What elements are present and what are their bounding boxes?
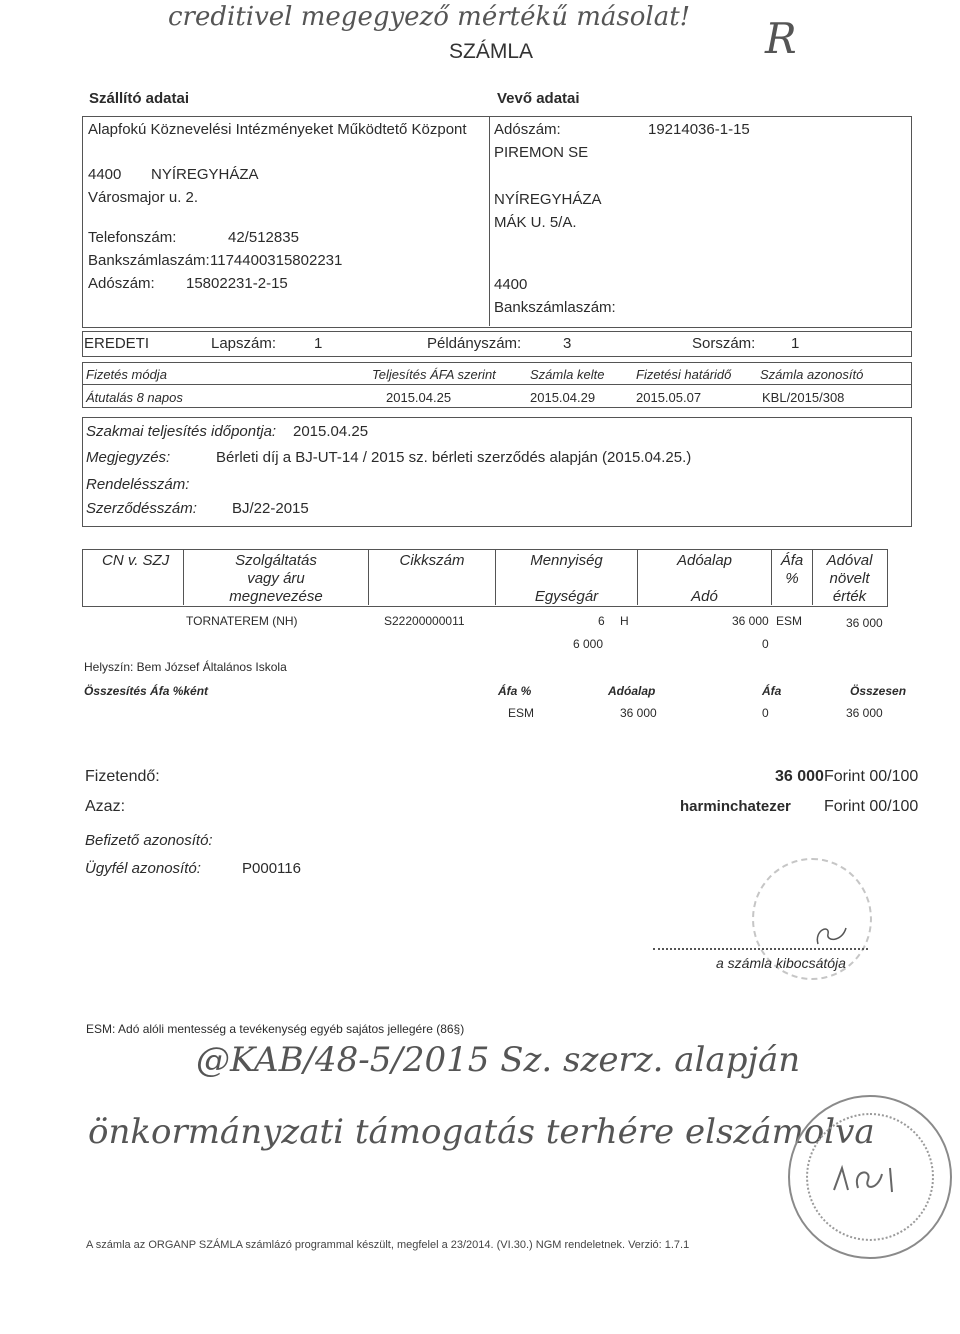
words-label: Azaz: — [85, 798, 126, 815]
issue-date: 2015.04.29 — [530, 390, 596, 405]
handwritten-reference: @KAB/48-5/2015 Sz. szerz. alapján — [196, 1040, 801, 1080]
seller-tax-label: Adószám: — [88, 275, 155, 292]
signature-mark — [812, 920, 852, 950]
summary-vat-header: Áfa % — [498, 684, 532, 698]
buyer-name: PIREMON SE — [494, 144, 589, 161]
col-gross-1: Adóval — [826, 552, 873, 569]
footer-note: A számla az ORGANP SZÁMLA számlázó programmal készült, megfelel a 23/2014. (VI.30.) NGM rendeletnek. Verzió: 1.7.1 — [86, 1239, 690, 1251]
payment-divider — [82, 384, 912, 385]
seller-name: Alapfokú Köznevelési Intézményeket Működtető Központ — [88, 121, 467, 138]
buyer-tax: 19214036-1-15 — [648, 121, 750, 138]
original-label: EREDETI — [84, 335, 150, 352]
client-id: P000116 — [242, 860, 301, 877]
remark: Bérleti díj a BJ-UT-14 / 2015 sz. bérleti szerződés alapján (2015.04.25.) — [216, 449, 692, 466]
prof-date-label: Szakmai teljesítés időpontja: — [86, 423, 277, 440]
payable-amount: 36 000 — [775, 768, 824, 785]
buyer-heading: Vevő adatai — [497, 90, 580, 107]
seller-zip: 4400 — [88, 166, 122, 183]
invoice-id-header: Számla azonosító — [760, 367, 864, 382]
col-vat-2: % — [785, 570, 799, 587]
buyer-zip: 4400 — [494, 276, 528, 293]
fulfil-date: 2015.04.25 — [386, 390, 452, 405]
copies-label: Példányszám: — [427, 335, 522, 352]
summary-vat: ESM — [508, 706, 535, 720]
item-location: Helyszín: Bem József Általános Iskola — [84, 660, 287, 674]
col-qty: Mennyiség — [530, 552, 603, 569]
amount-in-words: harminchatezer — [680, 798, 791, 815]
summary-total-header: Összesen — [850, 684, 907, 698]
serial-number: 1 — [791, 335, 800, 352]
seller-bank-label: Bankszámlaszám: — [88, 252, 210, 269]
buyer-city: NYÍREGYHÁZA — [494, 191, 602, 208]
due-date: 2015.05.07 — [636, 390, 702, 405]
item-tax: 0 — [762, 637, 769, 651]
vat-footnote: ESM: Adó alóli mentesség a tevékenység egyéb sajátos jellegére (86§) — [86, 1022, 465, 1036]
remark-label: Megjegyzés: — [86, 449, 171, 466]
fulfil-date-header: Teljesítés ÁFA szerint — [372, 367, 496, 382]
serial-label: Sorszám: — [692, 335, 756, 352]
payable-currency: Forint 00/100 — [824, 768, 919, 785]
copies-number: 3 — [563, 335, 572, 352]
contract-label: Szerződésszám: — [86, 500, 197, 517]
col-unit-price: Egységár — [534, 588, 599, 605]
page-number: 1 — [314, 335, 323, 352]
order-label: Rendelésszám: — [86, 476, 190, 493]
item-qty: 6 — [598, 614, 605, 628]
issue-date-header: Számla kelte — [530, 367, 605, 382]
seller-heading: Szállító adatai — [89, 90, 190, 107]
document-title: SZÁMLA — [449, 40, 534, 63]
seller-bank: 117440031580223​1 — [210, 252, 343, 269]
client-id-label: Ügyfél azonosító: — [85, 860, 201, 877]
signature-label: a számla kibocsátója — [716, 955, 846, 971]
handwritten-initial: R — [765, 14, 797, 63]
item-number: S22200000011 — [384, 614, 465, 628]
item-base: 36 000 — [732, 614, 769, 628]
col-gross-2: növelt — [829, 570, 870, 587]
buyer-bank-label: Bankszámlaszám: — [494, 299, 616, 316]
col-service-2: vagy áru — [247, 570, 305, 587]
col-vat-1: Áfa — [780, 552, 804, 569]
seller-street: Városmajor u. 2. — [88, 189, 199, 206]
handwritten-certification: creditivel megegyező mértékű másolat! — [168, 2, 691, 32]
summary-tax: 0 — [762, 706, 769, 720]
page-label: Lapszám: — [211, 335, 277, 352]
payment-method-header: Fizetés módja — [86, 367, 167, 382]
col-service-1: Szolgáltatás — [235, 552, 317, 569]
payment-method: Átutalás 8 napos — [86, 390, 183, 405]
buyer-tax-label: Adószám: — [494, 121, 561, 138]
item-vat: ESM — [776, 614, 803, 628]
col-gross-3: érték — [832, 588, 867, 605]
seller-phone: 42/512835 — [228, 229, 299, 246]
party-divider — [489, 116, 490, 326]
col-item-no: Cikkszám — [399, 552, 465, 569]
summary-total: 36 000 — [846, 706, 883, 720]
summary-tax-header: Áfa — [762, 684, 782, 698]
seller-city: NYÍREGYHÁZA — [151, 166, 259, 183]
col-tax: Adó — [691, 588, 718, 605]
col-base: Adóalap — [676, 552, 733, 569]
col-service-3: megnevezése — [229, 588, 323, 605]
invoice-id: KBL/2015/308 — [762, 390, 845, 405]
stamp-initials — [828, 1160, 908, 1200]
item-unit-price: 6 000 — [573, 637, 604, 651]
item-gross: 36 000 — [846, 616, 883, 630]
seller-tax: 15802231-2-15 — [186, 275, 288, 292]
signature-line — [653, 948, 868, 950]
prof-date: 2015.04.25 — [293, 423, 369, 440]
handwritten-approval: önkormányzati támogatás terhére elszámolva — [88, 1112, 875, 1152]
words-currency: Forint 00/100 — [824, 798, 919, 815]
due-date-header: Fizetési határidő — [636, 367, 732, 382]
item-unit: H — [620, 614, 629, 628]
buyer-street: MÁK U. 5/A. — [494, 214, 577, 231]
seller-phone-label: Telefonszám: — [88, 229, 177, 246]
summary-base-header: Adóalap — [608, 684, 656, 698]
payer-id-label: Befizető azonosító: — [85, 832, 213, 849]
summary-base: 36 000 — [620, 706, 657, 720]
payable-label: Fizetendő: — [85, 768, 160, 785]
contract-number: BJ/22-2015 — [232, 500, 309, 517]
col-cn: CN v. SZJ — [102, 552, 170, 569]
summary-label: Összesítés Áfa %ként — [84, 684, 209, 698]
item-name: TORNATEREM (NH) — [186, 614, 298, 628]
